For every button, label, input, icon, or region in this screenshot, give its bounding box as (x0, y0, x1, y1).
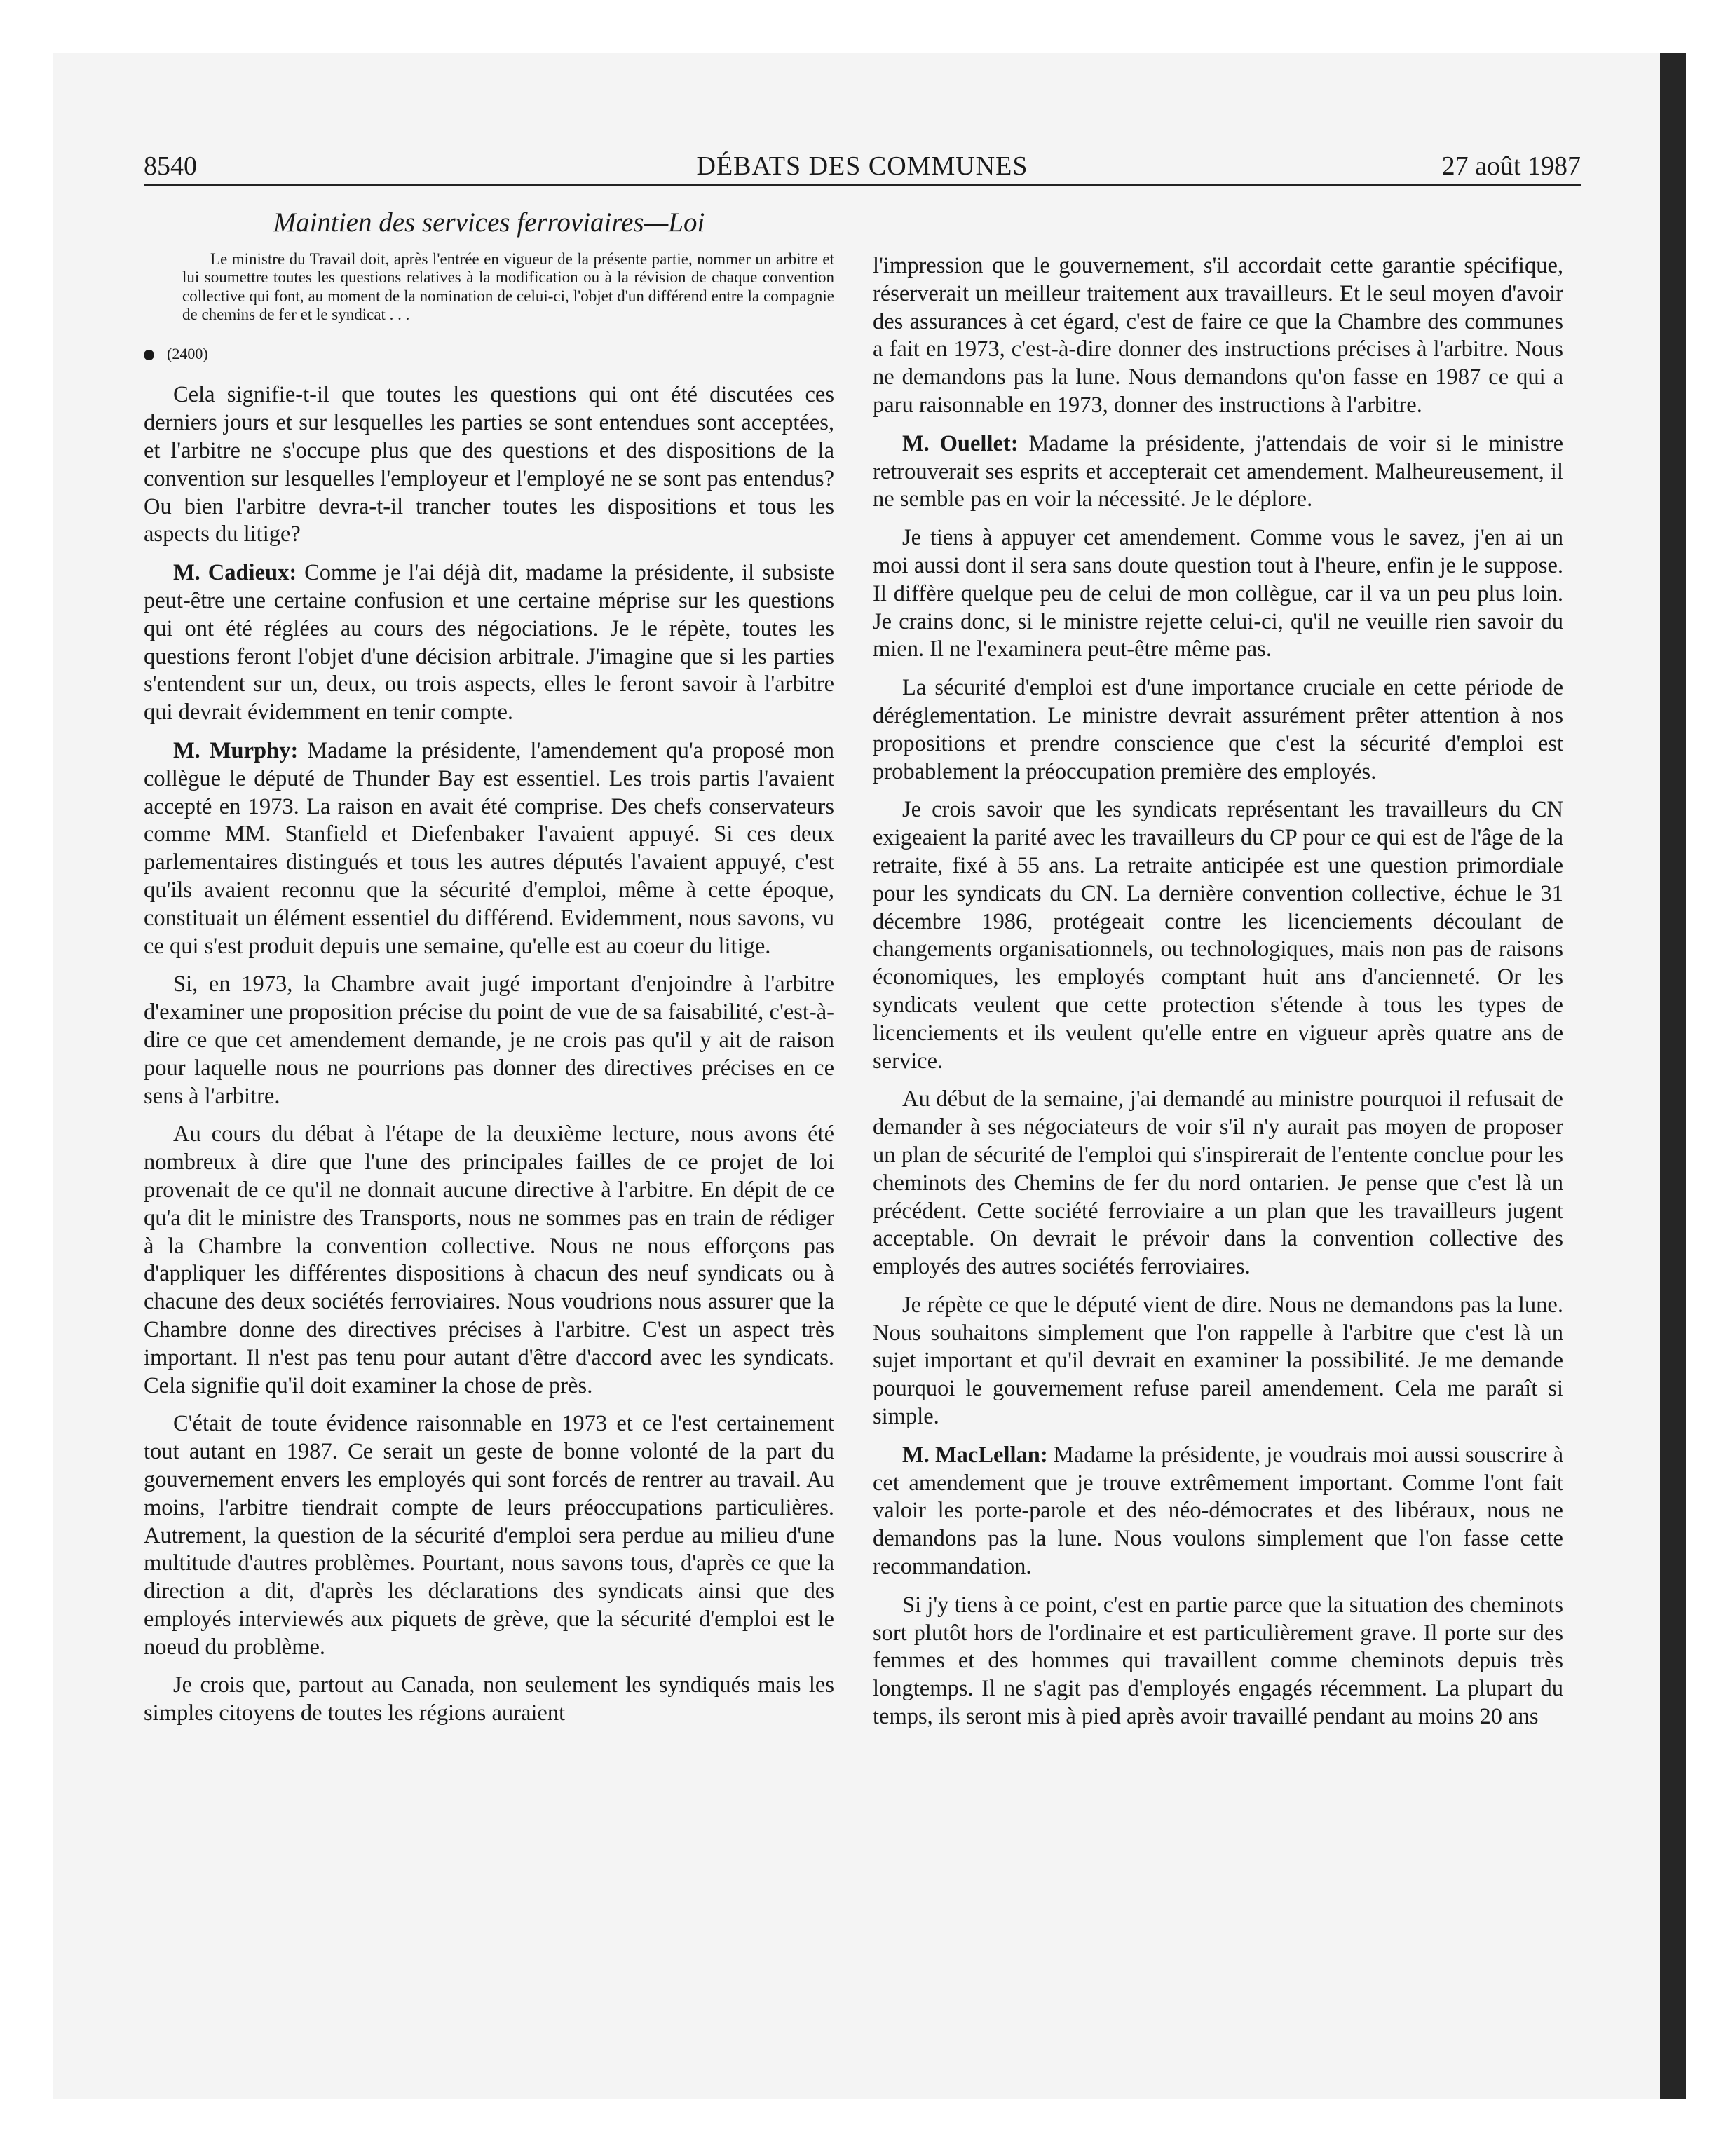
paragraph (873, 1292, 1563, 1431)
paragraph (873, 674, 1563, 786)
paragraph (873, 524, 1563, 664)
speaker-name: M. Ouellet: (902, 430, 1019, 456)
publication-title: DÉBATS DES COMMUNES (696, 151, 1028, 181)
paragraph (144, 1672, 834, 1728)
paragraph-text: Au cours du débat à l'étape de la deuxième lecture, nous avons été nombreux à dire que l'une des principales failles de ce projet de loi provenait de ce qu'il ne donnait aucune directive à l'arbitre. En dépit de ce qu'a dit le ministre des Transports, nous ne sommes pas en train de rédiger à la Chambre la convention collective. Nous ne nous efforçons pas d'appliquer les différentes dispositions à chacun des neuf syndicats ou à chacune des deux sociétés ferroviaires. Nous voudrions nous assurer que la Chambre donne des directives précises à l'arbitre. C'est un aspect très important. Il n'est pas tenu pour autant d'être d'accord avec les syndicats. Cela signifie qu'il doit examiner la chose de près. (144, 1121, 834, 1398)
paragraph (873, 252, 1563, 420)
paragraph (144, 559, 834, 727)
paragraph (144, 971, 834, 1110)
paragraph-text: La sécurité d'emploi est d'une importance cruciale en cette période de déréglementation. Le ministre devrait assurément prêter attention à nos propositions et prendre conscience que c'est la sécurité d'emploi est probablement la préoccupation première des employés. (873, 675, 1563, 784)
paragraph (873, 1592, 1563, 1731)
paragraph-text: Madame la présidente, je voudrais moi aussi souscrire à cet amendement que je trouve extrêmement important. Comme l'ont fait valoir les porte-parole et des néo-démocrates et des libéraux, nous ne demandons pas la lune. Nous voulons simplement que l'on fasse cette recommandation. (873, 1442, 1563, 1580)
paragraph (144, 737, 834, 960)
paragraph-text: Je répète ce que le député vient de dire. Nous ne demandons pas la lune. Nous souhaitons simplement que l'on rappelle à l'arbitre que c'est là un sujet important et qu'il devrait en examiner la possibilité. Je me demande pourquoi le gouvernement refuse pareil amendement. Cela me paraît si simple. (873, 1292, 1563, 1430)
bullet-icon (144, 350, 154, 360)
page-header (144, 151, 1581, 186)
speaker-name: M. Cadieux: (173, 560, 297, 586)
paragraph-text: Si j'y tiens à ce point, c'est en partie parce que la situation des cheminots sort plutôt hors de l'ordinaire et est particulièrement grave. Il porte sur des femmes et des hommes qui travaillent comme cheminots depuis très longtemps. Il ne s'agit pas d'employés engagés récemment. La plupart du temps, ils seront mis à pied après avoir travaillé pendant au moins 20 ans (873, 1592, 1563, 1730)
paragraph (873, 1086, 1563, 1281)
scan-edge-shadow (1660, 53, 1686, 2099)
paragraph (144, 1121, 834, 1400)
paragraph (144, 1410, 834, 1661)
paragraph (873, 1442, 1563, 1581)
paragraph-text: Je crois que, partout au Canada, non seulement les syndiqués mais les simples citoyens de toutes les régions auraient (144, 1672, 834, 1726)
quoted-clause: Le ministre du Travail doit, après l'entrée en vigueur de la présente partie, nommer un arbitre et lui soumettre toutes les questions relatives à la modification ou à la révision de chaque convention collective qui font, au moment de la nomination de celui-ci, l'objet d'un différend entre la compagnie de chemins de fer et le syndicat . . . (182, 250, 834, 324)
header-rule (144, 184, 1581, 186)
paragraph-text: Cela signifie-t-il que toutes les questions qui ont été discutées ces derniers jours et sur lesquelles les parties se sont entendues sont acceptées, et l'arbitre ne s'occupe plus que des questions et des dispositions de la convention sur lesquelles l'employeur et l'employé ne se sont pas entendus? Ou bien l'arbitre devra-t-il trancher toutes les dispositions et tous les aspects du litige? (144, 382, 834, 547)
speaker-name: M. Murphy: (173, 737, 299, 763)
paragraph-text: Madame la présidente, l'amendement qu'a proposé mon collègue le député de Thunder Bay est essentiel. Les trois partis l'avaient accepté en 1973. La raison en avait été comprise. Des chefs conservateurs comme MM. Stanfield et Diefenbaker l'avaient appuyé. Si ces deux parlementaires distingués et tous les autres députés l'avaient appuyé, c'est qu'ils avaient reconnu que la sécurité d'emploi, même à cette époque, constituait un élément essentiel du différend. Evidemment, nous savons, vu ce qui s'est produit depuis une semaine, qu'elle est au coeur du litige. (144, 737, 835, 959)
page-date: 27 août 1987 (1441, 151, 1581, 181)
paragraph (873, 430, 1563, 514)
left-column (144, 207, 835, 1738)
paragraph-text: Comme je l'ai déjà dit, madame la présidente, il subsiste peut-être une certaine confusion et une certaine méprise sur les questions qui ont été réglées au cours des négociations. Je le répète, toutes les questions feront l'objet d'une décision arbitrale. J'imagine que si les parties s'entendent sur un, deux, ou trois aspects, elles le feront savoir à l'arbitre qui devrait évidemment en tenir compte. (144, 560, 834, 725)
paragraph-text: Madame la présidente, j'attendais de voir si le ministre retrouverait ses esprits et accepterait cet amendement. Malheureusement, il ne semble pas en voir la nécessité. Je le déplore. (873, 430, 1563, 512)
paragraph (873, 796, 1563, 1075)
left-paragraphs (144, 381, 834, 1728)
right-paragraphs (873, 252, 1563, 1731)
page-number: 8540 (144, 151, 197, 181)
paragraph (144, 381, 834, 549)
time-marker-text: (2400) (167, 344, 208, 362)
paragraph-text: Je crois savoir que les syndicats représentant les travailleurs du CN exigeaient la parité avec les travailleurs du CP pour ce qui est de l'âge de la retraite, fixé à 55 ans. La retraite anticipée est une question primordiale pour les syndicats du CN. La dernière convention collective, échue le 31 décembre 1986, protégeait contre les licenciements découlant de changements organisationnels, ou technologiques, mais non pas de raisons économiques, les employés comptant huit ans d'ancienneté. Or les syndicats veulent que cette protection s'étende à tous les types de licenciements et ils veulent qu'elle entre en vigueur après quatre ans de service. (873, 797, 1563, 1074)
paragraph-text: Si, en 1973, la Chambre avait jugé important d'enjoindre à l'arbitre d'examiner une proposition précise du point de vue de sa faisabilité, c'est-à-dire ce que cet amendement demande, je ne crois pas qu'il y ait de raison pour laquelle nous ne pourrions pas donner des directives précises en ce sens à l'arbitre. (144, 971, 834, 1109)
right-column (873, 252, 1563, 1742)
paragraph-text: Je tiens à appuyer cet amendement. Comme vous le savez, j'en ai un moi aussi dont il sera sans doute question tout à l'heure, enfin je le suppose. Il diffère quelque peu de celui de mon collègue, car il va un peu plus loin. Je crains donc, si le ministre rejette celui-ci, qu'il ne veuille rien savoir du mien. Il ne l'examinera peut-être même pas. (873, 525, 1563, 662)
section-subtitle: Maintien des services ferroviaires—Loi (273, 207, 705, 238)
speaker-name: M. MacLellan: (902, 1442, 1048, 1468)
paragraph-text: Au début de la semaine, j'ai demandé au ministre pourquoi il refusait de demander à ses négociateurs de voir s'il n'y aurait pas moyen de proposer un plan de sécurité de l'emploi qui s'inspirerait de l'entente conclue pour les cheminots des Chemins de fer du nord ontarien. Je pense que c'est là un précédent. Cette société ferroviaire a un plan que les travailleurs jugent acceptable. On devrait le prévoir dans la convention collective des employés des autres sociétés ferroviaires. (873, 1086, 1563, 1280)
paragraph-text: l'impression que le gouvernement, s'il accordait cette garantie spécifique, réserverait un meilleur traitement aux travailleurs. Et le seul moyen d'avoir des assurances à cet égard, c'est de faire ce que la Chambre des communes a fait en 1973, c'est-à-dire donner des instructions précises à l'arbitre. Nous ne demandons pas la lune. Nous demandons qu'on fasse en 1987 ce qui a paru raisonnable en 1973, donner des instructions à l'arbitre. (873, 253, 1563, 418)
paragraph-text: C'était de toute évidence raisonnable en 1973 et ce l'est certainement tout autant en 1987. Ce serait un geste de bonne volonté de la part du gouvernement envers les employés qui sont forcés de rentrer au travail. Au moins, l'arbitre tiendrait compte de leurs préoccupations particulières. Autrement, la question de la sécurité d'emploi sera perdue au milieu d'une multitude d'autres problèmes. Pourtant, nous savons tous, d'après ce que la direction a dit, d'après les déclarations des syndicats ainsi que des employés interviewés aux piquets de grève, que la sécurité d'emploi est le noeud du problème. (144, 1411, 834, 1660)
time-marker (144, 340, 834, 368)
